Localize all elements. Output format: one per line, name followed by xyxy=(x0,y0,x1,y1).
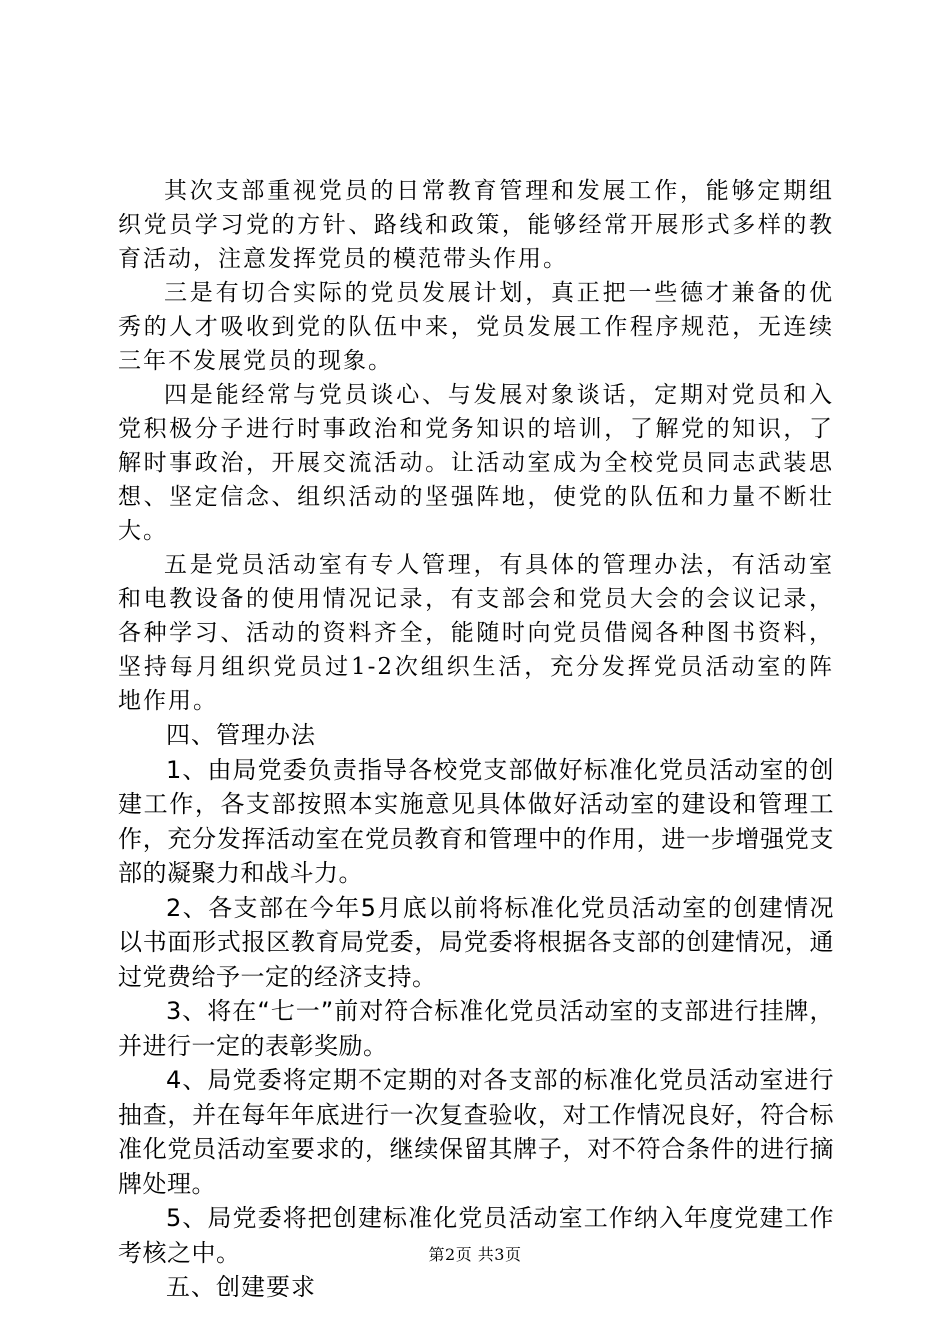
management-item-2: 2、各支部在今年5月底以前将标准化党员活动室的创建情况以书面形式报区教育局党委，局党委将根据各支部的创建情况，通过党费给予一定的经济支持。 xyxy=(118,893,834,991)
section-heading-management: 四、管理办法 xyxy=(166,721,316,749)
page-number-footer: 第2页 共3页 xyxy=(428,1245,522,1264)
paragraph-training: 四是能经常与党员谈心、与发展对象谈话，定期对党员和入党积极分子进行时事政治和党务知识的培训，了解党的知识，了解时事政治，开展交流活动。让活动室成为全校党员同志武装思想、坚定信念、组织活动的坚强阵地，使党的队伍和力量不断壮大。 xyxy=(118,382,834,544)
management-item-5: 5、局党委将把创建标准化党员活动室工作纳入年度党建工作考核之中。 xyxy=(118,1204,834,1267)
paragraph-development-plan: 三是有切合实际的党员发展计划，真正把一些德才兼备的优秀的人才吸收到党的队伍中来，党员发展工作程序规范，无连续三年不发展党员的现象。 xyxy=(118,280,834,374)
section-heading-requirements: 五、创建要求 xyxy=(166,1273,316,1301)
paragraph-party-education: 其次支部重视党员的日常教育管理和发展工作，能够定期组织党员学习党的方针、路线和政策，能够经常开展形式多样的教育活动，注意发挥党员的模范带头作用。 xyxy=(118,178,834,272)
document-body xyxy=(118,174,834,1305)
management-item-1: 1、由局党委负责指导各校党支部做好标准化党员活动室的创建工作，各支部按照本实施意见具体做好活动室的建设和管理工作，充分发挥活动室在党员教育和管理中的作用，进一步增强党支部的凝聚力和战斗力。 xyxy=(118,755,834,887)
management-item-3: 3、将在“七一”前对符合标准化党员活动室的支部进行挂牌，并进行一定的表彰奖励。 xyxy=(118,997,834,1060)
management-item-4: 4、局党委将定期不定期的对各支部的标准化党员活动室进行抽查，并在每年年底进行一次复查验收，对工作情况良好，符合标准化党员活动室要求的，继续保留其牌子，对不符合条件的进行摘牌处理。 xyxy=(118,1066,834,1198)
paragraph-activity-room: 五是党员活动室有专人管理，有具体的管理办法，有活动室和电教设备的使用情况记录，有支部会和党员大会的会议记录，各种学习、活动的资料齐全，能随时向党员借阅各种图书资料，坚持每月组织党员过1-2次组织生活，充分发挥党员活动室的阵地作用。 xyxy=(118,552,834,714)
